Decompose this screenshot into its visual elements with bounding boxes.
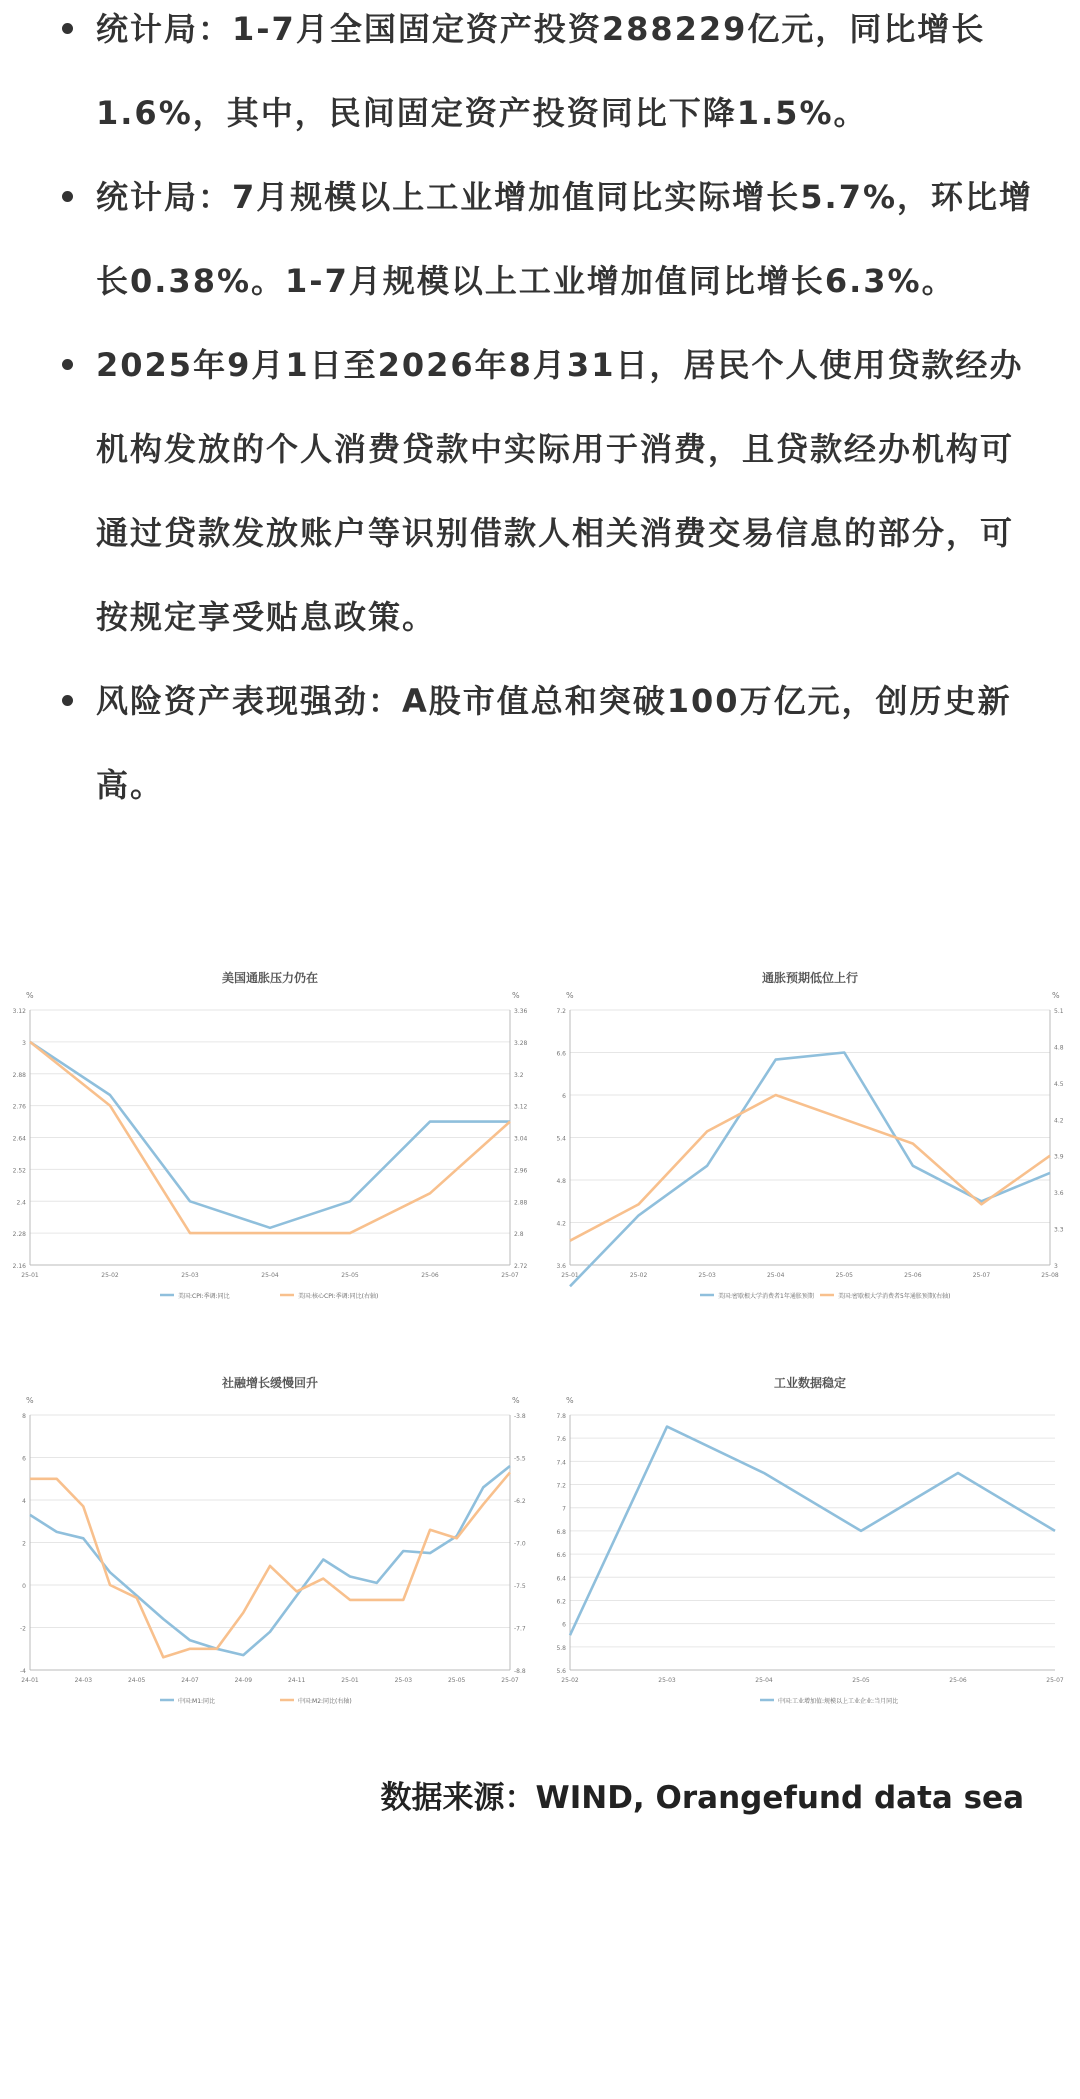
y-right-unit-label: %	[1052, 991, 1060, 1000]
bullet-dot-icon	[62, 191, 73, 202]
bullet-item	[60, 323, 1045, 659]
series-line	[570, 1095, 1050, 1241]
chart-svg	[540, 960, 1080, 1310]
y-tick-label: 6	[562, 1621, 566, 1629]
x-tick-label: 25-05	[852, 1677, 870, 1684]
x-tick-label: 25-07	[972, 1272, 991, 1279]
legend-label: 美国:密歇根大学消费者5年通胀预期(右轴)	[838, 1293, 951, 1300]
x-tick-label: 25-02	[101, 1272, 119, 1279]
bullet-item	[60, 659, 1045, 827]
x-tick-label: 25-04	[755, 1677, 773, 1684]
x-tick-label: 25-07	[501, 1272, 519, 1279]
chart-svg	[0, 960, 540, 1310]
x-tick-label: 24-11	[287, 1677, 306, 1684]
y-right-tick-label: 3.36	[514, 1008, 528, 1015]
y-right-tick-label: -6.2	[514, 1498, 526, 1505]
y-tick-label: 6.2	[556, 1598, 566, 1606]
x-tick-label: 25-02	[561, 1677, 579, 1684]
y-tick-label: 4.8	[556, 1178, 566, 1185]
chart-title: 美国通胀压力仍在	[221, 971, 319, 985]
bullet-item	[60, 155, 1045, 323]
y-tick-label: 2.64	[12, 1135, 26, 1143]
x-tick-label: 25-03	[394, 1677, 413, 1684]
y-right-tick-label: 2.8	[514, 1231, 524, 1239]
y-right-tick-label: -8.8	[514, 1668, 526, 1675]
y-tick-label: 2.76	[12, 1103, 26, 1111]
bullet-text: 2025年9月1日至2026年8月31日，居民个人使用贷款经办机构发放的个人消费贷款中实际用于消费，且贷款经办机构可通过贷款发放账户等识别借款人相关消费交易信息的部分，可按规定享受贴息政策。	[96, 346, 1024, 636]
y-tick-label: 6	[562, 1093, 566, 1100]
y-tick-label: 2	[22, 1540, 26, 1548]
chart-us-inflation	[0, 960, 540, 1310]
y-unit-label: %	[26, 991, 34, 1000]
legend-label: 中国:M1:同比	[178, 1698, 216, 1705]
x-tick-label: 25-01	[561, 1272, 579, 1279]
y-right-tick-label: 3	[1054, 1263, 1058, 1270]
chart-inflation-expectation	[540, 960, 1080, 1310]
y-tick-label: 4.2	[556, 1220, 566, 1228]
legend-label: 中国:工业增加值:规模以上工业企业:当月同比	[778, 1698, 899, 1705]
legend-label: 美国:CPI:季调:同比	[178, 1293, 230, 1300]
bullet-text: 统计局：1-7月全国固定资产投资288229亿元，同比增长1.6%，其中，民间固定资产投资同比下降1.5%。	[96, 10, 986, 132]
y-tick-label: 0	[22, 1583, 26, 1590]
y-right-tick-label: 3.2	[514, 1071, 524, 1079]
y-unit-label: %	[566, 1396, 574, 1405]
y-right-tick-label: -7.7	[514, 1625, 526, 1633]
x-tick-label: 25-06	[949, 1677, 967, 1684]
y-tick-label: 3.6	[556, 1263, 566, 1270]
y-right-tick-label: 5.1	[1054, 1008, 1064, 1015]
x-tick-label: 25-06	[421, 1272, 439, 1279]
bullet-text: 统计局：7月规模以上工业增加值同比实际增长5.7%，环比增长0.38%。1-7月规模以上工业增加值同比增长6.3%。	[96, 178, 1034, 300]
bullet-dot-icon	[62, 23, 73, 34]
y-tick-label: 8	[22, 1413, 26, 1420]
y-unit-label: %	[26, 1396, 34, 1405]
x-tick-label: 25-04	[261, 1272, 279, 1279]
y-tick-label: 6.8	[556, 1528, 566, 1536]
x-tick-label: 25-07	[501, 1677, 519, 1684]
y-tick-label: 7.6	[556, 1436, 566, 1444]
x-tick-label: 25-07	[1046, 1677, 1064, 1684]
data-source: 数据来源：WIND, Orangefund data sea	[380, 1780, 1024, 1816]
y-tick-label: 7.2	[556, 1008, 566, 1015]
y-right-unit-label: %	[512, 1396, 520, 1405]
y-tick-label: 3.12	[12, 1008, 26, 1015]
y-right-tick-label: 3.28	[514, 1039, 528, 1047]
y-tick-label: 6.6	[556, 1552, 566, 1560]
y-tick-label: 6.6	[556, 1050, 566, 1058]
bullet-dot-icon	[62, 359, 73, 370]
chart-title: 通胀预期低位上行	[761, 971, 859, 985]
x-tick-label: 25-03	[658, 1677, 676, 1684]
x-tick-label: 25-05	[447, 1677, 466, 1684]
chart-svg	[0, 1365, 540, 1715]
y-right-tick-label: 3.3	[1054, 1226, 1064, 1234]
y-tick-label: 6	[22, 1455, 26, 1463]
x-tick-label: 25-04	[766, 1272, 785, 1279]
y-right-tick-label: 4.5	[1054, 1080, 1064, 1088]
x-tick-label: 24-01	[21, 1677, 39, 1684]
legend-label: 美国:核心CPI:季调:同比(右轴)	[298, 1293, 379, 1300]
x-tick-label: 25-03	[181, 1272, 199, 1279]
chart-title: 社融增长缓慢回升	[221, 1376, 319, 1390]
y-right-tick-label: 4.2	[1054, 1117, 1064, 1125]
legend-label: 美国:密歇根大学消费者1年通胀预期	[718, 1293, 814, 1300]
x-tick-label: 24-09	[234, 1677, 253, 1684]
bullet-dot-icon	[62, 695, 73, 706]
y-right-tick-label: -3.8	[514, 1413, 526, 1420]
bullet-text: 风险资产表现强劲：A股市值总和突破100万亿元，创历史新高。	[96, 682, 1012, 804]
y-right-unit-label: %	[512, 991, 520, 1000]
y-tick-label: 5.6	[556, 1668, 566, 1675]
y-right-tick-label: -7.5	[514, 1583, 526, 1590]
x-tick-label: 24-03	[74, 1677, 93, 1684]
x-tick-label: 24-05	[127, 1677, 146, 1684]
y-tick-label: 7.8	[556, 1413, 566, 1420]
y-right-tick-label: 2.96	[514, 1167, 528, 1175]
x-tick-label: 25-05	[835, 1272, 854, 1279]
y-right-tick-label: 2.88	[514, 1199, 528, 1207]
chart-industrial-data	[540, 1365, 1080, 1715]
y-right-tick-label: 3.04	[514, 1135, 528, 1143]
y-tick-label: 2.88	[12, 1071, 26, 1079]
series-line	[570, 1053, 1050, 1287]
y-tick-label: 2.28	[12, 1231, 26, 1239]
y-tick-label: 7	[562, 1505, 566, 1513]
x-tick-label: 25-06	[904, 1272, 922, 1279]
y-tick-label: 7.2	[556, 1482, 566, 1490]
y-tick-label: 7.4	[556, 1459, 566, 1467]
y-right-tick-label: 2.72	[514, 1263, 528, 1270]
y-right-tick-label: 4.8	[1054, 1044, 1064, 1052]
chart-social-financing	[0, 1365, 540, 1715]
x-tick-label: 25-05	[341, 1272, 359, 1279]
x-tick-label: 25-03	[698, 1272, 716, 1279]
y-tick-label: 2.52	[12, 1167, 26, 1175]
news-bullet-list	[60, 0, 1045, 827]
y-tick-label: 3	[22, 1039, 26, 1047]
y-unit-label: %	[566, 991, 574, 1000]
y-tick-label: 2.4	[16, 1199, 26, 1207]
x-tick-label: 24-07	[181, 1677, 199, 1684]
x-tick-label: 25-08	[1041, 1272, 1059, 1279]
y-right-tick-label: 3.12	[514, 1103, 528, 1111]
y-right-tick-label: 3.6	[1054, 1190, 1064, 1198]
y-tick-label: -4	[20, 1668, 26, 1675]
y-tick-label: 2.16	[12, 1263, 26, 1270]
series-line	[30, 1042, 510, 1228]
y-right-tick-label: 3.9	[1054, 1153, 1064, 1161]
x-tick-label: 25-01	[21, 1272, 39, 1279]
legend-label: 中国:M2:同比(右轴)	[298, 1698, 352, 1705]
chart-svg	[540, 1365, 1080, 1715]
y-right-tick-label: -7.0	[514, 1540, 526, 1548]
y-right-tick-label: -5.5	[514, 1455, 526, 1463]
chart-title: 工业数据稳定	[773, 1376, 847, 1390]
x-tick-label: 25-01	[341, 1677, 359, 1684]
y-tick-label: 5.4	[556, 1135, 566, 1143]
y-tick-label: 6.4	[556, 1575, 566, 1583]
x-tick-label: 25-02	[629, 1272, 648, 1279]
bullet-item	[60, 0, 1045, 155]
y-tick-label: 5.8	[556, 1644, 566, 1652]
y-tick-label: 4	[22, 1498, 26, 1505]
y-tick-label: -2	[20, 1625, 26, 1633]
